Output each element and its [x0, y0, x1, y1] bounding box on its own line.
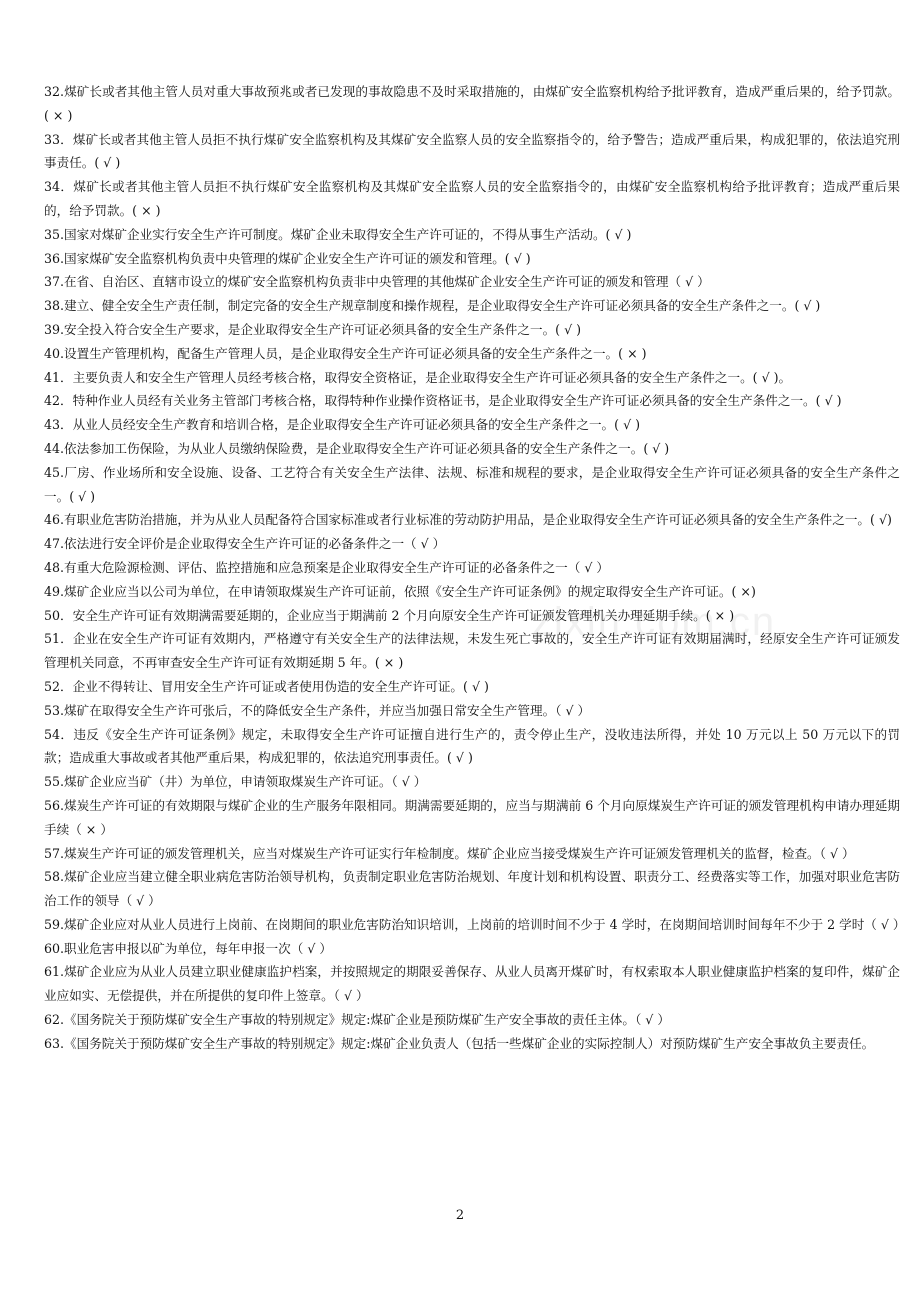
- question-62: 62.《国务院关于预防煤矿安全生产事故的特别规定》规定:煤矿企业是预防煤矿生产安全事故的责任主体。（ √ ）: [44, 1012, 670, 1028]
- watermark: zixin.com.cn: [532, 600, 777, 644]
- question-57: 57.煤炭生产许可证的颁发管理机关，应当对煤炭生产许可证实行年检制度。煤矿企业应当接受煤炭生产许可证颁发管理机关的监督，检查。（ √ ）: [44, 845, 855, 861]
- question-42: 42．特种作业人员经有关业务主管部门考核合格，取得特种作业操作资格证书，是企业取得安全生产许可证必须具备的安全生产条件之一。( √ ): [44, 393, 842, 409]
- question-59: 59.煤矿企业应对从业人员进行上岗前、在岗期间的职业危害防治知识培训，上岗前的培训时间不少于 4 学时，在岗期间培训时间每年不少于 2 学时（ √ ）: [44, 916, 906, 932]
- question-63: 63.《国务院关于预防煤矿安全生产事故的特别规定》规定:煤矿企业负责人（包括一些煤矿企业的实际控制人）对预防煤矿生产安全事故负主要责任。: [44, 1035, 875, 1051]
- page-number: 2: [455, 1208, 465, 1223]
- question-40: 40.设置生产管理机构，配备生产管理人员，是企业取得安全生产许可证必须具备的安全生产条件之一。( × ): [44, 345, 647, 361]
- document-body: [44, 80, 906, 1056]
- question-37: 37.在省、自治区、直辖市设立的煤矿安全监察机构负责非中央管理的其他煤矿企业安全生产许可证的颁发和管理（ √ ）: [44, 274, 710, 290]
- question-46: 46.有职业危害防治措施，并为从业人员配备符合国家标准或者行业标准的劳动防护用品，是企业取得安全生产许可证必须具备的安全生产条件之一。( √): [44, 512, 892, 528]
- question-49: 49.煤矿企业应当以公司为单位，在申请领取煤炭生产许可证前，依照《安全生产许可证条例》的规定取得安全生产许可证。( ×): [44, 583, 756, 599]
- question-35: 35.国家对煤矿企业实行安全生产许可制度。煤矿企业未取得安全生产许可证的，不得从事生产活动。( √ ): [44, 226, 632, 242]
- question-45: 45.厂房、作业场所和安全设施、设备、工艺符合有关安全生产法律、法规、标准和规程的要求，是企业取得安全生产许可证必须具备的安全生产条件之一。( √ ): [44, 464, 900, 504]
- question-53: 53.煤矿在取得安全生产许可张后，不的降低安全生产条件，并应当加强日常安全生产管理。（ √ ）: [44, 702, 591, 718]
- question-58: 58.煤矿企业应当建立健全职业病危害防治领导机构，负责制定职业危害防治规划、年度计划和机构设置、职责分工、经费落实等工作，加强对职业危害防治工作的领导（ √ ）: [44, 869, 900, 909]
- question-41: 41．主要负责人和安全生产管理人员经考核合格，取得安全资格证，是企业取得安全生产许可证必须具备的安全生产条件之一。( √ )。: [44, 369, 792, 385]
- question-34: 34．煤矿长或者其他主管人员拒不执行煤矿安全监察机构及其煤矿安全监察人员的安全监察指令的，由煤矿安全监察机构给予批评教育；造成严重后果的，给予罚款。( × ): [44, 179, 900, 218]
- question-39: 39.安全投入符合安全生产要求，是企业取得安全生产许可证必须具备的安全生产条件之一。( √ ): [44, 321, 582, 337]
- question-60: 60.职业危害申报以矿为单位，每年申报一次（ √ ）: [44, 940, 332, 956]
- question-56: 56.煤炭生产许可证的有效期限与煤矿企业的生产服务年限相同。期满需要延期的，应当与期满前 6 个月向原煤炭生产许可证的颁发管理机构申请办理延期手续（ × ）: [44, 797, 900, 837]
- question-55: 55.煤矿企业应当矿（井）为单位，申请领取煤炭生产许可证。（ √ ）: [44, 774, 427, 790]
- question-36: 36.国家煤矿安全监察机构负责中央管理的煤矿企业安全生产许可证的颁发和管理。( √ ): [44, 250, 531, 266]
- question-61: 61.煤矿企业应为从业人员建立职业健康监护档案，并按照规定的期限妥善保存、从业人员离开煤矿时，有权索取本人职业健康监护档案的复印件，煤矿企业应如实、无偿提供，并在所提供的复印件上签章。（ √ ）: [44, 964, 900, 1004]
- question-48: 48.有重大危险源检测、评估、监控措施和应急预案是企业取得安全生产许可证的必备条件之一（ √ ）: [44, 559, 609, 575]
- question-44: 44.依法参加工伤保险，为从业人员缴纳保险费，是企业取得安全生产许可证必须具备的安全生产条件之一。( √ ): [44, 440, 670, 456]
- question-54: 54．违反《安全生产许可证条例》规定，未取得安全生产许可证擅自进行生产的，责令停止生产，没收违法所得，并处 10 万元以上 50 万元以下的罚款；造成重大事故或者其他严重后果，构成犯罪的，依法追究刑事责任。( √ ): [44, 726, 900, 766]
- question-52: 52．企业不得转让、冒用安全生产许可证或者使用伪造的安全生产许可证。( √ ): [44, 678, 489, 694]
- question-47: 47.依法进行安全评价是企业取得安全生产许可证的必备条件之一（ √ ）: [44, 536, 446, 552]
- question-50: 50．安全生产许可证有效期满需要延期的，企业应当于期满前 2 个月向原安全生产许可证颁发管理机关办理延期手续。( × ): [44, 607, 735, 623]
- question-38: 38.建立、健全安全生产责任制，制定完备的安全生产规章制度和操作规程，是企业取得安全生产许可证必须具备的安全生产条件之一。( √ ): [44, 298, 821, 314]
- question-51: 51．企业在安全生产许可证有效期内，严格遵守有关安全生产的法律法规，未发生死亡事故的，安全生产许可证有效期届满时，经原安全生产许可证颁发管理机关同意，不再审查安全生产许可证有效期延期 5 年。( × ): [44, 631, 900, 671]
- question-32: 32.煤矿长或者其他主管人员对重大事故预兆或者已发现的事故隐患不及时采取措施的，由煤矿安全监察机构给予批评教育，造成严重后果的，给予罚款。( × ): [44, 84, 900, 123]
- question-33: 33．煤矿长或者其他主管人员拒不执行煤矿安全监察机构及其煤矿安全监察人员的安全监察指令的，给予警告；造成严重后果，构成犯罪的，依法追究刑事责任。( √ ): [44, 131, 900, 171]
- question-43: 43．从业人员经安全生产教育和培训合格，是企业取得安全生产许可证必须具备的安全生产条件之一。( √ ): [44, 417, 641, 433]
